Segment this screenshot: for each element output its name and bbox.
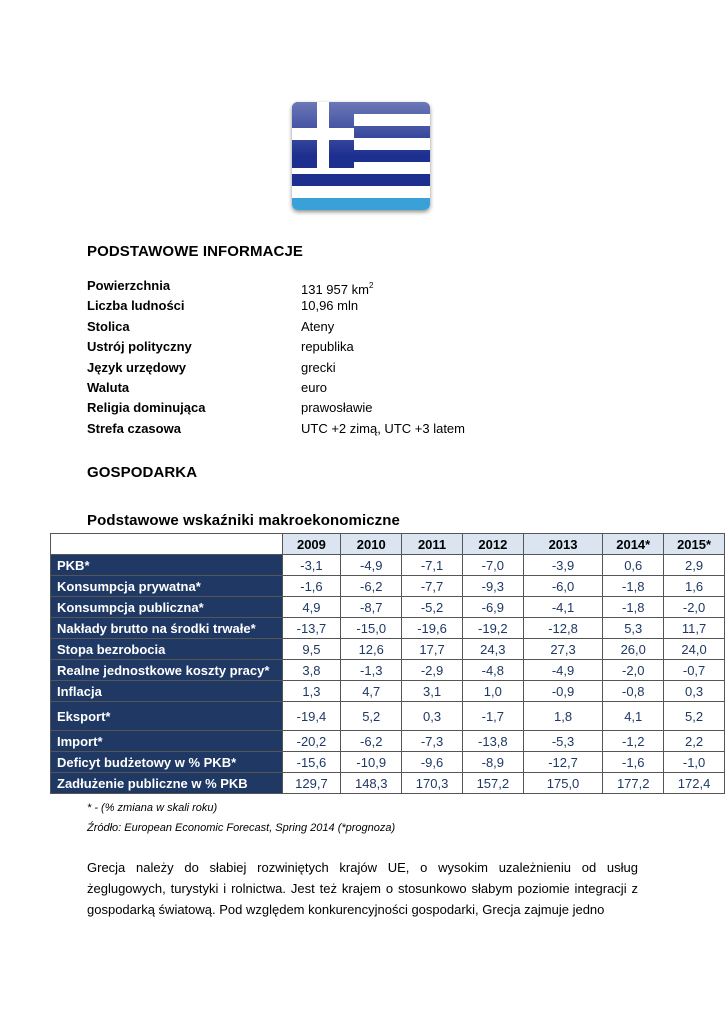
table-cell: 0,3	[664, 681, 725, 702]
table-row	[51, 597, 725, 618]
table-cell: -6,9	[462, 597, 523, 618]
info-value-text: grecki	[301, 359, 336, 375]
year-header: 2011	[402, 534, 463, 555]
table-row	[51, 576, 725, 597]
year-header: 2013	[523, 534, 603, 555]
header-corner	[51, 534, 283, 555]
section-title-economy: GOSPODARKA	[87, 464, 198, 481]
table-cell: 177,2	[603, 773, 664, 794]
row-label: Konsumpcja publiczna*	[51, 597, 283, 618]
year-header: 2015*	[664, 534, 725, 555]
table-row	[51, 618, 725, 639]
table-header-row	[51, 534, 725, 555]
info-value	[301, 399, 373, 417]
info-label: Stolica	[87, 318, 130, 334]
table-cell: -4,8	[462, 660, 523, 681]
table-cell: 1,0	[462, 681, 523, 702]
table-cell: -6,2	[341, 576, 402, 597]
table-cell: 12,6	[341, 639, 402, 660]
table-cell: -1,8	[603, 576, 664, 597]
info-label: Strefa czasowa	[87, 420, 181, 436]
table-cell: -15,6	[282, 752, 341, 773]
table-cell: 5,2	[664, 702, 725, 731]
table-cell: 2,9	[664, 555, 725, 576]
table-cell: -10,9	[341, 752, 402, 773]
row-label: Import*	[51, 731, 283, 752]
info-label: Liczba ludności	[87, 298, 185, 314]
table-cell: -1,3	[341, 660, 402, 681]
table-cell: 2,2	[664, 731, 725, 752]
info-value-text: UTC +2 zimą, UTC +3 latem	[301, 420, 465, 436]
table-row	[51, 773, 725, 794]
table-cell: -0,8	[603, 681, 664, 702]
table-cell: -1,8	[603, 597, 664, 618]
year-header: 2014*	[603, 534, 664, 555]
table-cell: -13,7	[282, 618, 341, 639]
info-value	[301, 277, 373, 299]
table-cell: -4,1	[523, 597, 603, 618]
table-cell: -1,6	[603, 752, 664, 773]
table-cell: 27,3	[523, 639, 603, 660]
table-row	[51, 555, 725, 576]
info-value-text: 10,96 mln	[301, 298, 359, 314]
info-value	[301, 379, 327, 397]
table-cell: -4,9	[341, 555, 402, 576]
table-cell: 157,2	[462, 773, 523, 794]
info-label: Religia dominująca	[87, 400, 206, 416]
row-label: Realne jednostkowe koszty pracy*	[51, 660, 283, 681]
info-value	[301, 359, 336, 377]
table-cell: -20,2	[282, 731, 341, 752]
table-cell: 1,6	[664, 576, 725, 597]
body-paragraph: Grecja należy do słabiej rozwiniętych krajów UE, o wysokim uzależnieniu od usług żeglugowych, turystyki i rolnictwa. Jest też krajem o stosunkowo słabym poziomie integracji z gospodarką światową. Pod względem konkurencyjności gospodarki, Grecja zajmuje jedno	[87, 860, 638, 917]
year-header: 2010	[341, 534, 402, 555]
table-cell: 129,7	[282, 773, 341, 794]
table-cell: -19,2	[462, 618, 523, 639]
table-cell: 0,3	[402, 702, 463, 731]
table-cell: -5,3	[523, 731, 603, 752]
table-row	[51, 731, 725, 752]
table-cell: -15,0	[341, 618, 402, 639]
info-value	[301, 318, 334, 336]
info-value-text: republika	[301, 339, 354, 355]
table-title: Podstawowe wskaźniki makroekonomiczne	[87, 512, 400, 529]
table-cell: -7,7	[402, 576, 463, 597]
table-cell: -6,2	[341, 731, 402, 752]
table-cell: 172,4	[664, 773, 725, 794]
table-cell: -7,1	[402, 555, 463, 576]
table-cell: 4,7	[341, 681, 402, 702]
table-cell: -19,4	[282, 702, 341, 731]
table-cell: -12,8	[523, 618, 603, 639]
info-value	[301, 420, 465, 438]
section-title-basic-info: PODSTAWOWE INFORMACJE	[87, 243, 303, 260]
info-value-text: euro	[301, 380, 328, 395]
row-label: Nakłady brutto na środki trwałe*	[51, 618, 283, 639]
table-cell: 1,8	[523, 702, 603, 731]
table-row	[51, 752, 725, 773]
table-cell: 4,9	[282, 597, 341, 618]
info-label: Język urzędowy	[87, 359, 186, 375]
table-cell: 5,2	[341, 702, 402, 731]
table-row	[51, 660, 725, 681]
macro-indicators-table	[50, 533, 725, 794]
table-cell: -1,2	[603, 731, 664, 752]
table-cell: -5,2	[402, 597, 463, 618]
row-label: Stopa bezrobocia	[51, 639, 283, 660]
row-label: Inflacja	[51, 681, 283, 702]
greece-flag	[290, 100, 432, 214]
row-label: Konsumpcja prywatna*	[51, 576, 283, 597]
table-cell: 0,6	[603, 555, 664, 576]
info-value-text: prawosławie	[301, 400, 373, 416]
row-label: Eksport*	[51, 702, 283, 731]
row-label: Zadłużenie publiczne w % PKB	[51, 773, 283, 794]
info-value-text: 131 957 km	[301, 282, 369, 297]
table-cell: -3,1	[282, 555, 341, 576]
table-cell: -1,7	[462, 702, 523, 731]
table-cell: 26,0	[603, 639, 664, 660]
table-cell: -2,0	[603, 660, 664, 681]
table-cell: -6,0	[523, 576, 603, 597]
info-value-text: Ateny	[301, 318, 335, 334]
table-cell: 5,3	[603, 618, 664, 639]
table-cell: -1,6	[282, 576, 341, 597]
info-label: Ustrój polityczny	[87, 339, 192, 355]
table-cell: 1,3	[282, 681, 341, 702]
table-cell: -7,0	[462, 555, 523, 576]
table-cell: -13,8	[462, 731, 523, 752]
table-cell: 11,7	[664, 618, 725, 639]
year-header: 2009	[282, 534, 341, 555]
table-cell: 9,5	[282, 639, 341, 660]
info-value	[301, 338, 354, 356]
table-cell: -0,9	[523, 681, 603, 702]
info-value	[301, 297, 358, 315]
table-cell: -2,9	[402, 660, 463, 681]
table-cell: 24,0	[664, 639, 725, 660]
table-cell: -19,6	[402, 618, 463, 639]
table-cell: -1,0	[664, 752, 725, 773]
table-row	[51, 639, 725, 660]
table-cell: -8,9	[462, 752, 523, 773]
row-label: PKB*	[51, 555, 283, 576]
table-cell: -0,7	[664, 660, 725, 681]
table-cell: -8,7	[341, 597, 402, 618]
table-cell: 3,8	[282, 660, 341, 681]
table-cell: -2,0	[664, 597, 725, 618]
table-cell: 4,1	[603, 702, 664, 731]
table-row	[51, 681, 725, 702]
table-source: Źródło: European Economic Forecast, Spring 2014 (*prognoza)	[87, 822, 396, 834]
info-value-superscript: 2	[368, 281, 374, 290]
table-note: * - (% zmiana w skali roku)	[87, 802, 218, 814]
table-cell: -9,3	[462, 576, 523, 597]
table-cell: -3,9	[523, 555, 603, 576]
row-label: Deficyt budżetowy w % PKB*	[51, 752, 283, 773]
table-cell: 148,3	[341, 773, 402, 794]
table-cell: 17,7	[402, 639, 463, 660]
table-cell: -7,3	[402, 731, 463, 752]
table-row	[51, 702, 725, 731]
table-cell: 175,0	[523, 773, 603, 794]
year-header: 2012	[462, 534, 523, 555]
info-label: Powierzchnia	[87, 278, 171, 293]
flag-image	[292, 102, 430, 210]
table-cell: -12,7	[523, 752, 603, 773]
table-cell: 3,1	[402, 681, 463, 702]
table-cell: 24,3	[462, 639, 523, 660]
info-label: Waluta	[87, 380, 130, 395]
table-cell: -9,6	[402, 752, 463, 773]
table-cell: -4,9	[523, 660, 603, 681]
table-cell: 170,3	[402, 773, 463, 794]
